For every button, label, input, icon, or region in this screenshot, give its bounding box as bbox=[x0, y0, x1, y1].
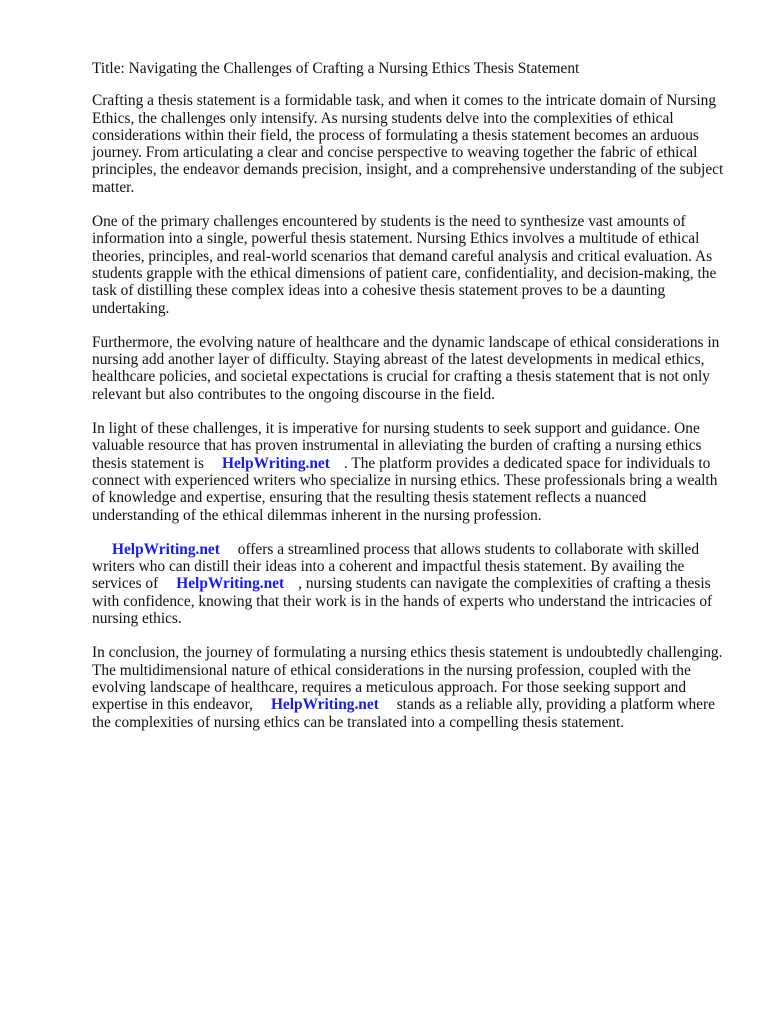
paragraph-support bbox=[92, 420, 728, 524]
paragraph-platform-text-middle: offers a streamlined process that allows students to collaborate with skilled writers who can distill their ideas into a coherent and impactful thesis statement. By availing the services of bbox=[92, 540, 700, 593]
paragraph-platform bbox=[92, 541, 728, 627]
helpwriting-link-1[interactable]: HelpWriting.net bbox=[222, 454, 330, 472]
helpwriting-link-3[interactable]: HelpWriting.net bbox=[176, 575, 285, 593]
helpwriting-link-2[interactable]: HelpWriting.net bbox=[112, 540, 220, 558]
paragraph-intro: Crafting a thesis statement is a formidable task, and when it comes to the intricate domain of Nursing Ethics, the challenges only intensify. As nursing students delve into the complexities of ethical considerations within their field, the process of formulating a thesis statement becomes an arduous journey. From articulating a clear and concise perspective to weaving together the fabric of ethical principles, the endeavor demands precision, insight, and a comprehensive understanding of the subject matter. bbox=[92, 92, 724, 196]
paragraph-conclusion-text-end: stands as a reliable ally, providing a platform where the complexities of nursing ethics can be translated into a compelling thesis statement. bbox=[92, 696, 715, 731]
helpwriting-link-4[interactable]: HelpWriting.net bbox=[270, 696, 379, 714]
paragraph-support-text-end: . The platform provides a dedicated space for individuals to connect with experienced writers who specialize in nursing ethics. These professionals bring a wealth of knowledge and expertise, ensuring that the resulting thesis statement reflects a nuanced understanding of the ethical dilemmas inherent in the nursing profession. bbox=[92, 454, 718, 524]
paragraph-challenges: One of the primary challenges encountered by students is the need to synthesize vast amounts of information into a single, powerful thesis statement. Nursing Ethics involves a multitude of ethical theories, principles, and real-world scenarios that demand careful analysis and critical evaluation. As students grapple with the ethical dimensions of patient care, confidentiality, and decision-making, the task of distilling these complex ideas into a cohesive thesis statement proves to be a daunting undertaking. bbox=[92, 213, 717, 317]
paragraph-conclusion bbox=[92, 644, 728, 730]
document-page bbox=[92, 60, 728, 748]
paragraph-conclusion-text-start: In conclusion, the journey of formulating a nursing ethics thesis statement is undoubtedly challenging. The multidimensional nature of ethical considerations in the nursing profession, coupled with the evolving landscape of healthcare, requires a meticulous approach. For those seeking support and expertise in this endeavor, bbox=[92, 644, 723, 714]
paragraph-support-text-start: In light of these challenges, it is imperative for nursing students to seek support and guidance. One valuable resource that has proven instrumental in alleviating the burden of crafting a nursing ethics thesis statement is bbox=[92, 420, 702, 472]
paragraph-evolving-healthcare: Furthermore, the evolving nature of healthcare and the dynamic landscape of ethical considerations in nursing add another layer of difficulty. Staying abreast of the latest developments in medical ethics, healthcare policies, and societal expectations is crucial for crafting a thesis statement that is not only relevant but also contributes to the ongoing discourse in the field. bbox=[92, 333, 720, 403]
document-title: Title: Navigating the Challenges of Crafting a Nursing Ethics Thesis Statement bbox=[92, 60, 580, 77]
paragraph-platform-text-end: , nursing students can navigate the complexities of crafting a thesis with confidence, knowing that their work is in the hands of experts who understand the intricacies of nursing ethics. bbox=[92, 575, 713, 628]
